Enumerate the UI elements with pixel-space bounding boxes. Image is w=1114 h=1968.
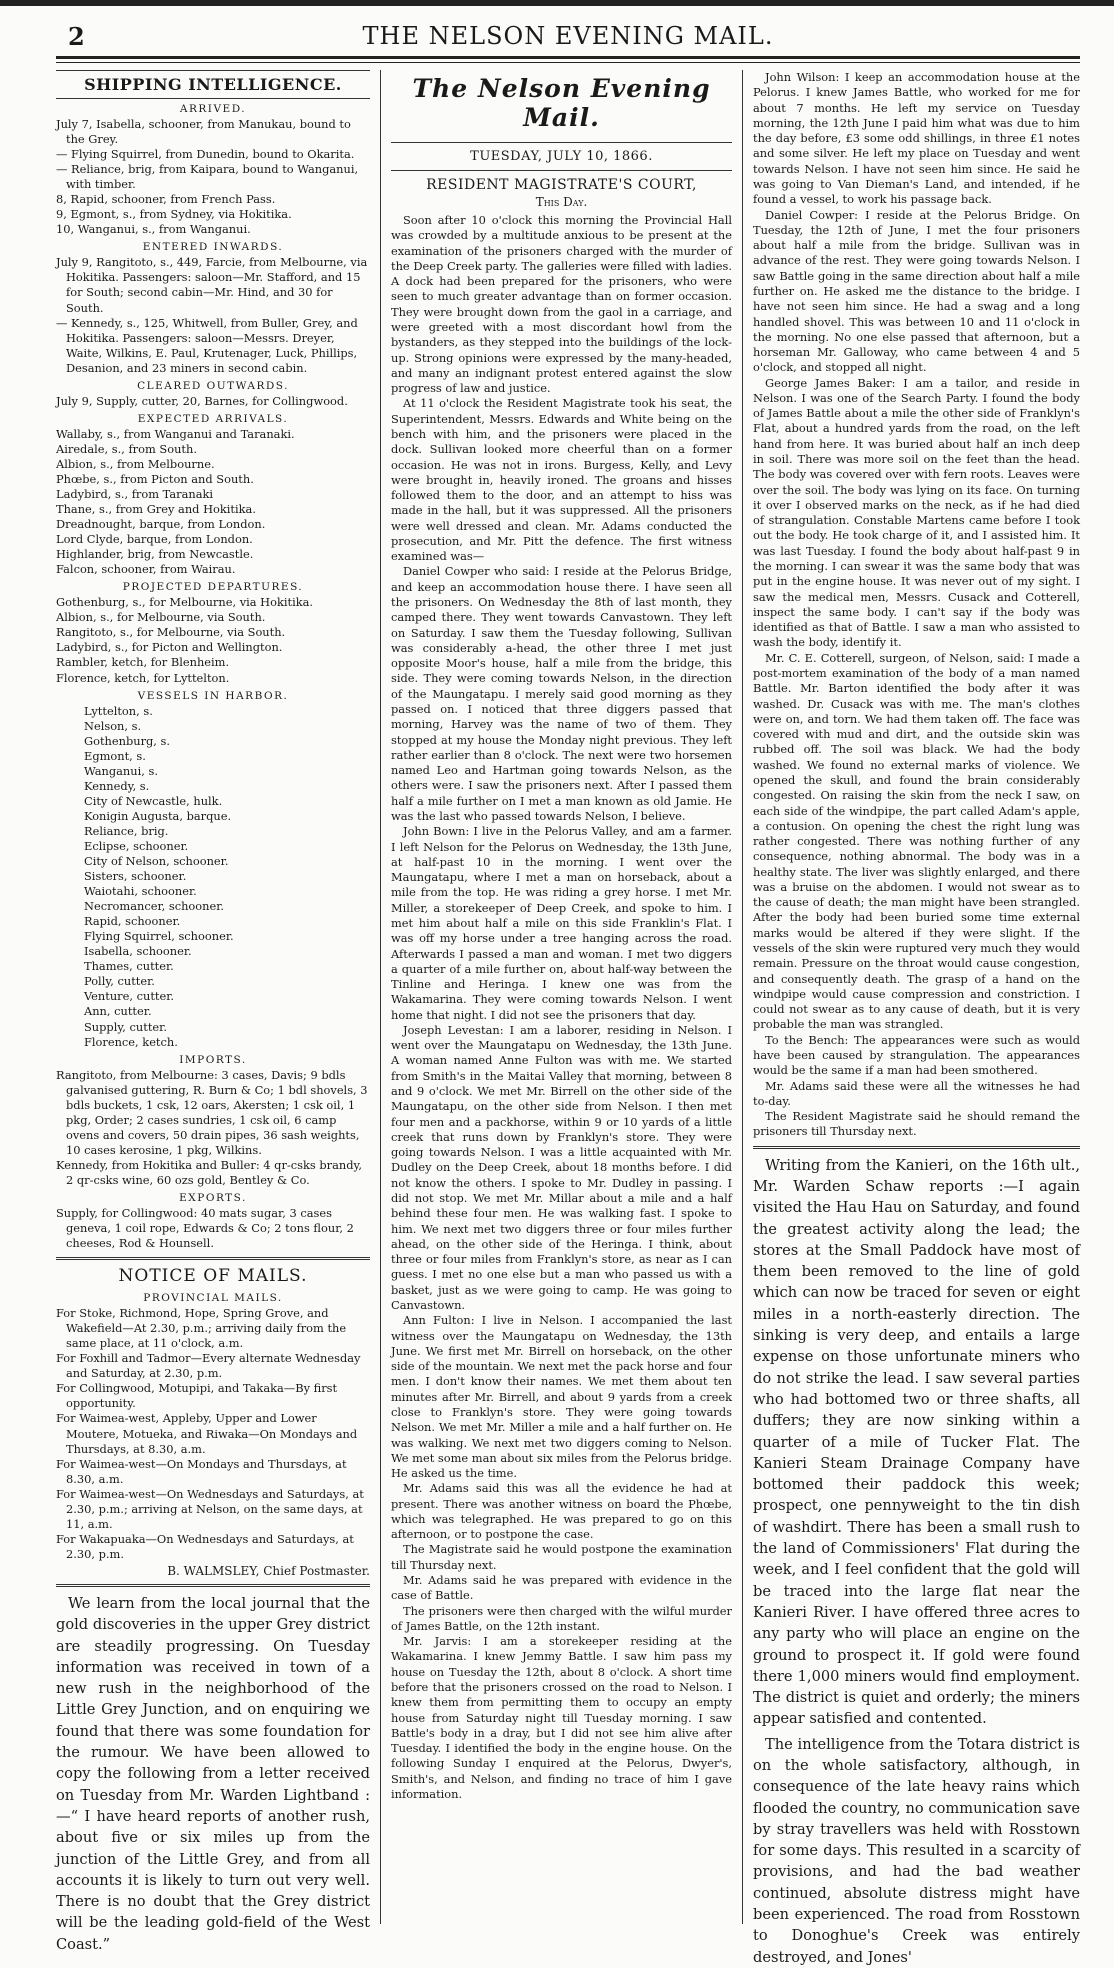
report-paragraph: Mr. C. E. Cotterell, surgeon, of Nelson, said: I made a post-mortem examination of the body of a man named Battle. Mr. Barton identified the body after it was washed. Dr. Cusack was with me. The man's clothes were on, and torn. We had them taken off. The face was covered with mud and dirt, and the outside skin was rubbed off. The soil was black. We had the body washed. We found no external marks of violence. We opened the skull, and found the brain considerably congested. On raising the skin from the neck I saw, on each side of the windpipe, the part called Adam's apple, a contusion. On opening the chest the right lung was rather congested. There was nothing further of any consequence, nothing abnormal. The body was in a healthy state. The liver was slightly enlarged, and there was a bruise on the abdomen. I would not swear as to the cause of death; the man might have been strangled. After the body had been buried some time external marks would be altered if they were slight. If the vessels of the skin were ruptured very much they would remain. Pressure on the throat would cause congestion, and consequently death. The grasp of a hand on the windpipe would cause compression and constriction. I could not swear as to any cause of death, but it is very probable the man was strangled. bbox=[753, 650, 1080, 1032]
paper-title: THE NELSON EVENING MAIL. bbox=[362, 22, 774, 50]
mails-list bbox=[56, 1306, 370, 1562]
grey-district-article bbox=[56, 1593, 370, 1955]
shipping-entry: 8, Rapid, schooner, from French Pass. bbox=[56, 192, 276, 207]
mail-entry: For Waimea-west—On Wednesdays and Saturdays, at 2.30, p.m.; arriving at Nelson, on the same days, at 11, a.m. bbox=[56, 1486, 364, 1531]
vessel-entry: Flying Squirrel, schooner. bbox=[84, 929, 234, 944]
totara-paragraph: The intelligence from the Totara district is on the whole satisfactory, although, in consequence of the late heavy rains which flooded the country, no communication save by stray travellers was held with Rosstown for some days. This resulted in a scarcity of provisions, and had the bad weather continued, absolute distress might have been experienced. The road from Rosstown to Donoghue's Creek was entirely destroyed, and Jones' bbox=[753, 1735, 1080, 1966]
mails-title: NOTICE OF MAILS. bbox=[118, 1266, 308, 1287]
mail-entry: For Waimea-west—On Mondays and Thursdays, at 8.30, a.m. bbox=[56, 1456, 347, 1486]
entered-heading: ENTERED INWARDS. bbox=[142, 241, 284, 254]
masthead bbox=[56, 22, 1080, 52]
vessel-entry: Polly, cutter. bbox=[84, 974, 155, 989]
shipping-entry: July 7, Isabella, schooner, from Manukau, bound to the Grey. bbox=[56, 117, 351, 147]
shipping-entry: — Flying Squirrel, from Dunedin, bound to Okarita. bbox=[56, 147, 355, 162]
vessel-entry: Florence, ketch. bbox=[84, 1034, 178, 1049]
report-paragraph: The Resident Magistrate said he should remand the prisoners till Thursday next. bbox=[753, 1109, 1080, 1139]
vessel-entry: Lyttelton, s. bbox=[84, 703, 153, 718]
vessel-entry: Kennedy, s. bbox=[84, 778, 150, 793]
vessel-entry: Reliance, brig. bbox=[84, 823, 169, 838]
vessel-entry: Isabella, schooner. bbox=[84, 944, 192, 959]
mails-signature: B. WALMSLEY, Chief Postmaster. bbox=[167, 1563, 370, 1578]
vessel-entry: Wanganui, s. bbox=[84, 763, 158, 778]
mail-entry: For Stoke, Richmond, Hope, Spring Grove, and Wakefield—At 2.30, p.m.; arriving daily from the same place, at 11 o'clock, a.m. bbox=[56, 1306, 347, 1351]
shipping-entry: Falcon, schooner, from Wairau. bbox=[56, 562, 236, 577]
report-paragraph: Daniel Cowper: I reside at the Pelorus Bridge. On Tuesday, the 12th of June, I met the four prisoners about half a mile from the bridge. Sullivan was in advance of the rest. They were going towards Nelson. I saw Battle going in the same direction about half a mile further on. He asked me the distance to the bridge. I have not seen him since. He had a swag and a long handled shovel. This was between 10 and 11 o'clock in the morning. No one else passed that afternoon, but a horseman Mr. Galloway, who came between 4 and 5 o'clock, and stopped all night. bbox=[753, 207, 1080, 375]
shipping-entry: Phœbe, s., from Picton and South. bbox=[56, 471, 254, 486]
shipping-entry: July 9, Supply, cutter, 20, Barnes, for Collingwood. bbox=[56, 393, 348, 408]
column-1 bbox=[56, 70, 381, 1953]
nameplate: The Nelson Evening Mail. bbox=[412, 74, 711, 132]
shipping-title: SHIPPING INTELLIGENCE. bbox=[56, 70, 370, 99]
report-paragraph: Daniel Cowper who said: I reside at the Pelorus Bridge, and keep an accommodation house there. I have seen all the prisoners. On Wednesday the 8th of last month, they camped there. They went towards Canvastown. They left on Saturday. I saw them the Tuesday following, Sullivan was considerably a-head, the other three I met just opposite Moor's house, half a mile from the bridge, this side. They were coming towards Nelson, in the direction of the Maungatapu. I merely said good morning as they passed on. I noticed that three diggers passed that morning, Harvey was the name of two of them. They stopped at my house the Monday night previous. They left rather earlier than 8 o'clock. The next were two horsemen named Leo and Hartman going towards Nelson, as the others were. I saw the prisoners next. After I passed them half a mile further on I met a man known as old Jamie. He was the last who passed towards Nelson, I believe. bbox=[391, 564, 732, 823]
shipping-entry: — Reliance, brig, from Kaipara, bound to Wanganui, with timber. bbox=[56, 162, 359, 192]
report-paragraph: John Wilson: I keep an accommodation house at the Pelorus. I knew James Battle, who worked for me for about 7 months. He left my service on Tuesday morning, the 12th June I paid him what was due to him the day before, £3 some odd shillings, in three £1 notes and some silver. He left my place on Tuesday and went towards Nelson. I have not seen him since. He said he was going to Van Dieman's Land, and intended, if he found a vessel, to work his passage back. bbox=[753, 70, 1080, 207]
dateline-rule bbox=[391, 170, 732, 171]
vessel-entry: City of Newcastle, hulk. bbox=[84, 793, 223, 808]
dateline: TUESDAY, JULY 10, 1866. bbox=[470, 149, 653, 164]
masthead-rule bbox=[56, 56, 1080, 59]
report-paragraph: Soon after 10 o'clock this morning the Provincial Hall was crowded by a multitude anxious to be present at the examination of the prisoners charged with the murder of the Deep Creek party. The galleries were filled with ladies. A dock had been prepared for the prisoners, who were seen to much greater advantage than on former occasion. They were brought down from the gaol in a carriage, and were greeted with a most discordant howl from the bystanders, as they stepped into the buildings of the lock-up. Strong opinions were expressed by the many-headed, and many an indignant protest entered against the slow progress of law and justice. bbox=[391, 213, 732, 396]
shipping-entry: July 9, Rangitoto, s., 449, Farcie, from Melbourne, via Hokitika. Passengers: saloon—Mr. Stafford, and 15 for South; second cabin—Mr. Hind, and 30 for South. bbox=[56, 255, 368, 315]
section-rule bbox=[753, 1146, 1080, 1149]
shipping-entry: Albion, s., for Melbourne, via South. bbox=[56, 610, 266, 625]
shipping-entry: Airedale, s., from South. bbox=[56, 441, 197, 456]
section-rule bbox=[56, 1257, 370, 1260]
columns bbox=[56, 70, 1080, 1966]
cleared-heading: CLEARED OUTWARDS. bbox=[137, 379, 289, 392]
report-paragraph: George James Baker: I am a tailor, and reside in Nelson. I was one of the Search Party. I found the body of James Battle about a mile the other side of Franklyn's Flat, about a hundred yards from the road, on the left hand from here. It was buried about half an inch deep in soil. There was more soil on the feet than the head. The body was covered over with fern roots. Leaves were over the soil. The body was lying on its face. On turning it over I observed marks on the neck, as if he had died of strangulation. Constable Martens came before I took out the body. He took charge of it, and I assisted him. It was last Tuesday. I found the body about half-past 9 in the morning. I can swear it was the same body that was put in the engine house. It was never out of my sight. I saw the medical men, Messrs. Cusack and Cotterell, inspect the same body. I can't say if the body was identified as that of Battle. I saw a man who assisted to wash the body, identify it. bbox=[753, 375, 1080, 650]
shipping-entry: 9, Egmont, s., from Sydney, via Hokitika. bbox=[56, 207, 292, 222]
vessel-entry: Venture, cutter. bbox=[84, 989, 175, 1004]
report-paragraph: Mr. Jarvis: I am a storekeeper residing at the Wakamarina. I knew Jemmy Battle. I saw him pass my house on Tuesday the 12th, about 8 o'clock. A short time before that the prisoners crossed on the road to Nelson. I knew them from permitting them to occupy an empty house from Saturday night till Tuesday morning. I saw Battle's body in a dray, but I did not see him alive after Tuesday. I identified the body in the engine house. On the following Sunday I enquired at the Pelorus, Dwyer's, Smith's, and Nelson, and finding no trace of him I gave information. bbox=[391, 1634, 732, 1801]
vessel-entry: Eclipse, schooner. bbox=[84, 838, 189, 853]
shipping-entry: Highlander, brig, from Newcastle. bbox=[56, 547, 254, 562]
mail-entry: For Wakapuaka—On Wednesdays and Saturdays, at 2.30, p.m. bbox=[56, 1531, 354, 1561]
vessel-entry: Thames, cutter. bbox=[84, 959, 174, 974]
report-paragraph: John Bown: I live in the Pelorus Valley, and am a farmer. I left Nelson for the Pelorus on Wednesday, the 13th June, at half-past 10 in the morning. I went over the Maungatapu, where I met a man on horseback, about a mile from the top. He was riding a grey horse. I met Mr. Miller, a storekeeper of Deep Creek, and spoke to him. I met him about half a mile on this side Franklin's Flat. I was off my horse under a tree hanging across the road. Afterwards I passed a man and woman. I met two diggers a quarter of a mile further on, about half-way between the Tinline and Heringa. I knew one was from the Wakamarina. They were coming towards Nelson. I went home that night. I did not see the prisoners that day. bbox=[391, 824, 732, 1022]
mail-entry: For Collingwood, Motupipi, and Takaka—By first opportunity. bbox=[56, 1381, 338, 1411]
masthead-rule-thin bbox=[56, 62, 1080, 63]
mail-entry: For Foxhill and Tadmor—Every alternate Wednesday and Saturday, at 2.30, p.m. bbox=[56, 1351, 361, 1381]
court-subheading: This Day. bbox=[535, 195, 588, 209]
vessels-list bbox=[56, 704, 370, 1050]
court-heading: RESIDENT MAGISTRATE'S COURT, bbox=[426, 177, 697, 193]
exports-heading: EXPORTS. bbox=[179, 1192, 247, 1204]
report-paragraph: To the Bench: The appearances were such as would have been caused by strangulation. The appearances would be the same if a man had been smothered. bbox=[753, 1032, 1080, 1078]
report-paragraph: At 11 o'clock the Resident Magistrate took his seat, the Superintendent, Messrs. Edwards and White being on the bench with him, and the prisoners were placed in the dock. Sullivan looked more cheerful than on a former occasion. He was not in irons. Burgess, Kelly, and Levy were brought in, heavily ironed. The groans and hisses followed them to the door, and an attempt to hiss was made in the hall, but it was suppressed. All the prisoners were well dressed and clean. Mr. Adams conducted the prosecution, and Mr. Pitt the defence. The first witness examined was— bbox=[391, 396, 732, 564]
shipping-entry: Rangitoto, s., for Melbourne, via South. bbox=[56, 625, 286, 640]
arrived-heading: ARRIVED. bbox=[179, 103, 247, 115]
vessel-entry: Necromancer, schooner. bbox=[84, 899, 225, 914]
vessel-entry: Gothenburg, s. bbox=[84, 733, 171, 748]
grey-district-paragraph: We learn from the local journal that the gold discoveries in the upper Grey district are steadily progressing. On Tuesday information was received in town of a new rush in the neighborhood of the Little Grey Junction, and on enquiring we found that there was some foundation for the rumour. We have been allowed to copy the following from a letter received on Tuesday from Mr. Warden Lightband :—“ I have heard reports of another rush, about five or six miles up from the junction of the Little Grey, and from all accounts it is likely to turn out very well. There is no doubt that the Grey district will be the leading gold-field of the West Coast.” bbox=[56, 1594, 370, 1953]
nameplate-rule bbox=[391, 142, 732, 143]
mail-entry: For Waimea-west, Appleby, Upper and Lower Moutere, Motueka, and Riwaka—On Mondays and Thursdays, at 8.30, a.m. bbox=[56, 1411, 358, 1456]
vessel-entry: Sisters, schooner. bbox=[84, 869, 187, 884]
vessel-entry: Waiotahi, schooner. bbox=[84, 884, 197, 899]
shipping-entry: Gothenburg, s., for Melbourne, via Hokitika. bbox=[56, 595, 314, 610]
report-paragraph: Joseph Levestan: I am a laborer, residing in Nelson. I went over the Maungatapu on Wednesday, the 13th June. A woman named Anne Fulton was with me. We started from Smith's in the Maitai Valley that morning, between 8 and 9 o'clock. We met Mr. Birrell on the other side of the Maungatapu, on the other side from Nelson. I then met four men and a packhorse, within 9 or 10 yards of a little creek that runs down by Franklyn's store. They were going towards Nelson. I was a little acquainted with Mr. Dudley on the Deep Creek, about 18 months before. I did not know the others. I spoke to Mr. Dudley in passing. I did not stop. We met Mr. Millar about a mile and a half behind these four men. He was walking fast. I spoke to him. We next met two diggers three or four miles further ahead, on the other side of the Heringa. I think, about three or four miles from Franklyn's store, as near as I can guess. I met no one else but a man who passed us with a basket, just as we were going to camp. He was going to Canvastown. bbox=[391, 1022, 732, 1312]
cleared-list bbox=[56, 394, 370, 409]
projected-heading: PROJECTED DEPARTURES. bbox=[122, 581, 304, 594]
shipping-entry: Albion, s., from Melbourne. bbox=[56, 456, 215, 471]
shipping-entry: Rambler, ketch, for Blenheim. bbox=[56, 655, 230, 670]
report-paragraph: Ann Fulton: I live in Nelson. I accompanied the last witness over the Maungatapu on Wednesday, the 13th June. We first met Mr. Birrell on horseback, on the other side of the mountain. We next met the pack horse and four men. I don't know their names. We met them about ten minutes after Mr. Birrell, and about 9 yards from a creek close to Franklyn's store. They were going towards Nelson. We met Mr. Miller a mile and a half further on. He was walking. We next met two diggers coming to Nelson. We met some man about six miles from the Pelorus bridge. He asked us the time. bbox=[391, 1313, 732, 1481]
shipping-entry: — Kennedy, s., 125, Whitwell, from Buller, Grey, and Hokitika. Passengers: saloon—Messrs. Dreyer, Waite, Wilkins, E. Paul, Krutenager, Luck, Phillips, Desanion, and 23 miners in second cabin. bbox=[56, 315, 358, 375]
vessel-entry: Rapid, schooner. bbox=[84, 914, 181, 929]
court-report bbox=[391, 213, 732, 1802]
vessel-entry: Nelson, s. bbox=[84, 718, 142, 733]
imports-heading: IMPORTS. bbox=[179, 1053, 247, 1066]
shipping-entry: Thane, s., from Grey and Hokitika. bbox=[56, 502, 256, 517]
mails-subheading: PROVINCIAL MAILS. bbox=[143, 1292, 283, 1305]
vessel-entry: Egmont, s. bbox=[84, 748, 146, 763]
report-paragraph: Mr. Adams said these were all the witnesses he had to-day. bbox=[753, 1078, 1080, 1108]
vessel-entry: City of Nelson, schooner. bbox=[84, 854, 229, 869]
imports-list bbox=[56, 1068, 370, 1188]
kanieri-paragraph: Writing from the Kanieri, on the 16th ult., Mr. Warden Schaw reports :—I again visited the Hau Hau on Saturday, and found the greatest activity along the lead; the stores at the Small Paddock have most of them been removed to the line of gold which can now be traced for seven or eight miles in a north-easterly direction. The sinking is very deep, and entails a large expense on those unfortunate miners who do not strike the lead. I saw several parties who had bottomed two or three shafts, all duffers; they are now sinking within a quarter of a mile of Tucker Flat. The Kanieri Steam Drainage Company have bottomed their paddock this week; prospect, one pennyweight to the tin dish of washdirt. There has been a small rush to the land of Commissioners' Flat during the week, and I feel confident that the gold will be traced into the large flat near the Kanieri River. I have offered three acres to any party who will place an engine on the ground to prospect it. If gold were found there 1,000 miners would find employment. The district is quiet and orderly; the miners appear satisfied and contented. bbox=[753, 1156, 1080, 1728]
shipping-entry: Ladybird, s., for Picton and Wellington. bbox=[56, 640, 283, 655]
shipping-entry: Lord Clyde, barque, from London. bbox=[56, 532, 253, 547]
shipping-entry: Dreadnought, barque, from London. bbox=[56, 517, 266, 532]
vessel-entry: Supply, cutter. bbox=[84, 1019, 167, 1034]
report-paragraph: The prisoners were then charged with the wilful murder of James Battle, on the 12th instant. bbox=[391, 1603, 732, 1633]
cargo-entry: Supply, for Collingwood: 40 mats sugar, 3 cases geneva, 1 coil rope, Edwards & Co; 2 tons flour, 2 cheeses, Rod & Hounsell. bbox=[56, 1206, 354, 1251]
report-paragraph: The Magistrate said he would postpone the examination till Thursday next. bbox=[391, 1542, 732, 1572]
page-number: 2 bbox=[68, 22, 85, 51]
shipping-entry: 10, Wanganui, s., from Wanganui. bbox=[56, 222, 251, 237]
section-rule bbox=[56, 1584, 370, 1587]
cargo-entry: Kennedy, from Hokitika and Buller: 4 qr-csks brandy, 2 qr-csks wine, 60 ozs gold, Bentley & Co. bbox=[56, 1157, 363, 1187]
goldfields-article bbox=[753, 1155, 1080, 1968]
cargo-entry: Rangitoto, from Melbourne: 3 cases, Davis; 9 bdls galvanised guttering, R. Burn & Co; 1 bdl shovels, 3 bdls buckets, 1 csk, 12 oars, Akersten; 1 csk oil, 1 pkg, Order; 2 cases sundries, 1 csk oil, 6 camp ovens and covers, 50 drain pipes, 36 sash weights, 10 cases kerosine, 1 pkg, Wilkins. bbox=[56, 1067, 368, 1157]
vessel-entry: Ann, cutter. bbox=[84, 1004, 152, 1019]
entered-list bbox=[56, 255, 370, 375]
vessels-heading: VESSELS IN HARBOR. bbox=[137, 689, 289, 702]
expected-list bbox=[56, 427, 370, 577]
expected-heading: EXPECTED ARRIVALS. bbox=[137, 412, 289, 425]
shipping-entry: Florence, ketch, for Lyttelton. bbox=[56, 670, 230, 685]
column-3 bbox=[743, 70, 1080, 1966]
projected-list bbox=[56, 595, 370, 685]
shipping-entry: Wallaby, s., from Wanganui and Taranaki. bbox=[56, 426, 295, 441]
column-2 bbox=[381, 70, 743, 1924]
report-paragraph: Mr. Adams said he was prepared with evidence in the case of Battle. bbox=[391, 1573, 732, 1603]
court-report-continued bbox=[753, 70, 1080, 1140]
report-paragraph: Mr. Adams said this was all the evidence he had at present. There was another witness on board the Phœbe, which was telegraphed. He was prepared to go on this afternoon, or to postpone the case. bbox=[391, 1481, 732, 1542]
vessel-entry: Konigin Augusta, barque. bbox=[84, 808, 232, 823]
exports-list bbox=[56, 1206, 370, 1251]
shipping-entry: Ladybird, s., from Taranaki bbox=[56, 486, 214, 501]
arrived-list bbox=[56, 117, 370, 237]
top-border bbox=[0, 0, 1114, 6]
